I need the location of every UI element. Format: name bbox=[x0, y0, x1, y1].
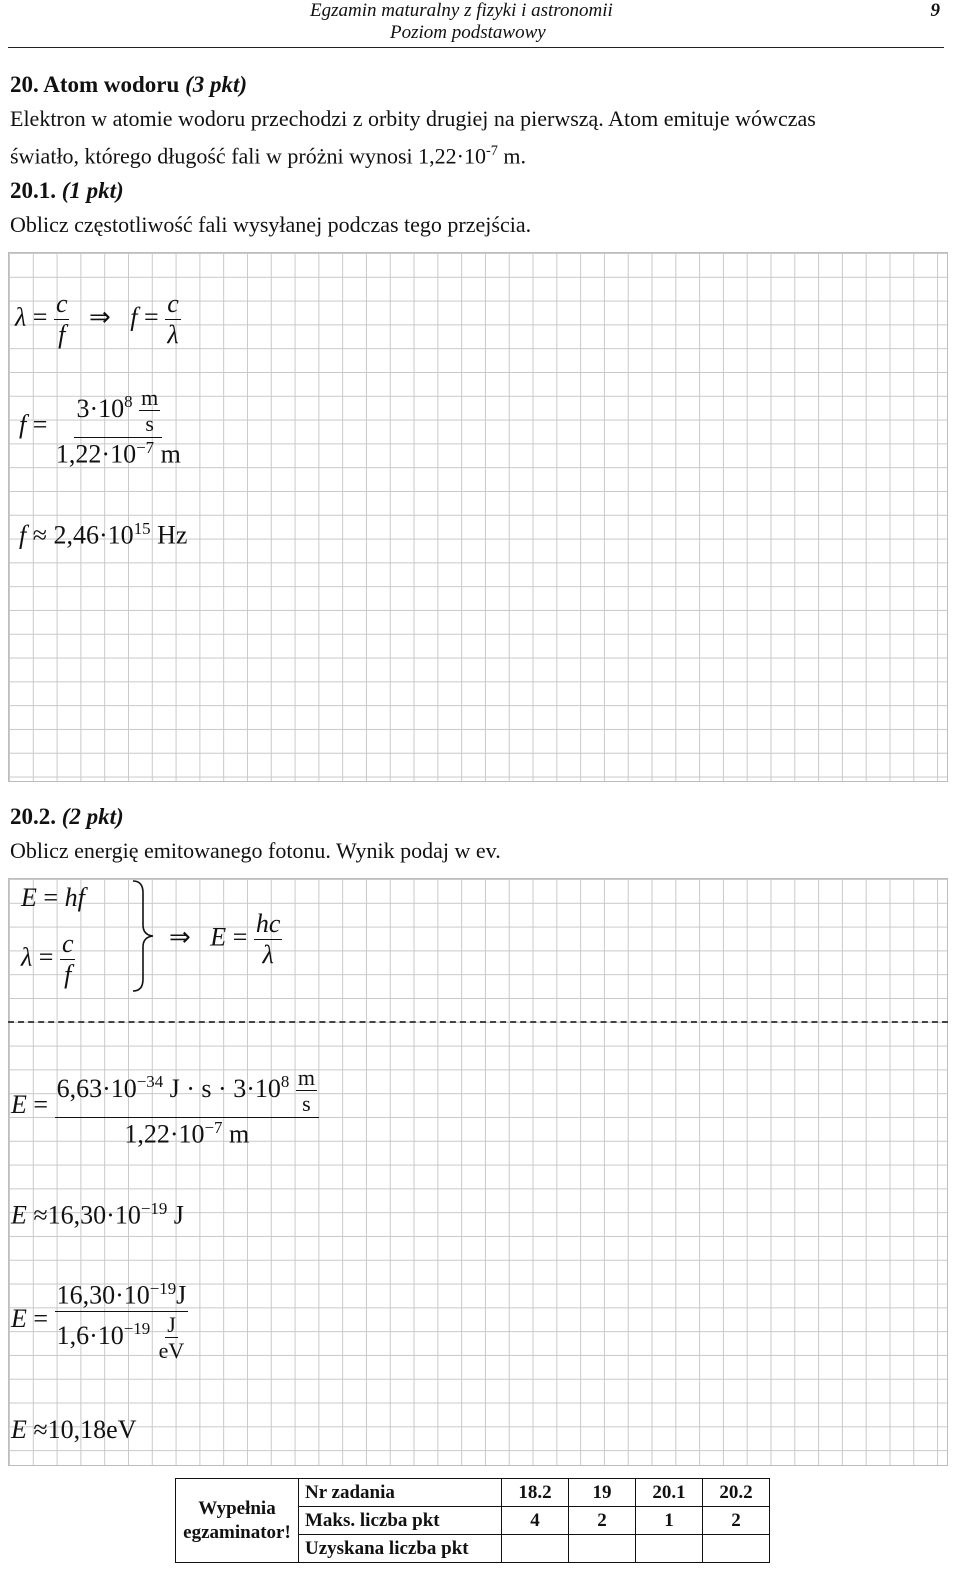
denominator: f bbox=[58, 319, 66, 349]
numerator: c bbox=[61, 929, 74, 958]
exam-level: Poziom podstawowy bbox=[390, 22, 546, 43]
numerator bbox=[74, 385, 162, 438]
f-symbol: f bbox=[19, 520, 27, 550]
dashed-separator bbox=[8, 1021, 948, 1023]
numerator: hc bbox=[255, 909, 281, 938]
sub2-heading bbox=[10, 804, 124, 830]
wavelength-value: 1,22·10 bbox=[55, 439, 137, 469]
task-intro-line2 bbox=[10, 134, 526, 173]
task-heading bbox=[10, 72, 247, 98]
denominator bbox=[55, 1312, 189, 1364]
unit-m-per-s bbox=[139, 385, 160, 437]
examiner-label-line2: egzaminator! bbox=[183, 1521, 291, 1543]
lambda-symbol: λ bbox=[21, 942, 33, 972]
row-label-task: Nr zadania bbox=[299, 1479, 502, 1507]
exponent: −19 bbox=[149, 1279, 177, 1298]
task-cell: 18.2 bbox=[502, 1479, 569, 1507]
E-symbol: E bbox=[21, 883, 37, 912]
implies-arrow: ⇒ bbox=[88, 302, 111, 332]
obtained-cell[interactable] bbox=[569, 1535, 636, 1563]
exponent: 8 bbox=[124, 392, 133, 412]
energy-ev-value: 10,18eV bbox=[47, 1415, 137, 1444]
hf-term: hf bbox=[64, 883, 85, 912]
E-symbol: E bbox=[11, 1415, 27, 1444]
E-symbol: E bbox=[11, 1304, 27, 1334]
obtained-cell[interactable] bbox=[636, 1535, 703, 1563]
sub2-number: 20.2. bbox=[10, 804, 62, 829]
answer-grid-2[interactable] bbox=[8, 878, 948, 1466]
E-symbol: E bbox=[11, 1090, 27, 1120]
examiner-label bbox=[176, 1479, 299, 1563]
numerator: c bbox=[55, 289, 68, 318]
sub1-points: (1 pkt) bbox=[61, 178, 124, 203]
numerator: c bbox=[167, 289, 179, 318]
unit-num: m bbox=[141, 385, 159, 410]
fraction-c-over-f bbox=[54, 289, 70, 350]
unit-num: J bbox=[167, 1311, 176, 1337]
exponent: −19 bbox=[140, 1199, 168, 1218]
right-brace bbox=[129, 879, 159, 993]
sub2-points: (2 pkt) bbox=[61, 804, 124, 829]
score-box bbox=[175, 1478, 770, 1563]
f-symbol: f bbox=[19, 410, 27, 440]
formula-substitution: f = $3\cdot 10^8$ $\frac{m}{s}$ $1,22\cdot 10^{-7}$ m bbox=[19, 385, 181, 469]
examiner-label-line1: Wypełnia bbox=[198, 1497, 276, 1519]
numerator bbox=[55, 1279, 189, 1312]
lambda-symbol: λ bbox=[15, 302, 27, 332]
approx-sign: ≈ bbox=[33, 1200, 48, 1230]
E-symbol: E bbox=[11, 1200, 27, 1230]
task-cell: 20.2 bbox=[703, 1479, 770, 1507]
score-table bbox=[175, 1478, 770, 1563]
max-cell: 1 bbox=[636, 1507, 703, 1535]
denominator: λ bbox=[262, 939, 274, 969]
units-and-speed: J · s · 3·10 bbox=[163, 1073, 281, 1103]
frequency-value: 2,46·10 bbox=[53, 520, 134, 550]
sub2-prompt: Oblicz energię emitowanego fotonu. Wynik podaj w ev. bbox=[10, 838, 501, 863]
task-intro-line1: Elektron w atomie wodoru przechodzi z orbity drugiej na pierwszą. Atom emituje wówczas bbox=[10, 106, 816, 131]
ev-value: 1,6·10 bbox=[56, 1320, 124, 1350]
unit-j-per-ev bbox=[157, 1312, 187, 1364]
formula-result-frequency bbox=[19, 519, 187, 551]
implies-arrow: ⇒ bbox=[169, 922, 191, 952]
planck-value: 6,63·10 bbox=[56, 1073, 137, 1103]
sub1-heading bbox=[10, 178, 124, 204]
row-label-obtained: Uzyskana liczba pkt bbox=[299, 1535, 502, 1563]
max-cell: 2 bbox=[703, 1507, 770, 1535]
formula-energy-joules bbox=[11, 1199, 184, 1231]
exponent: −7 bbox=[204, 1117, 223, 1137]
unit: J bbox=[173, 1200, 184, 1230]
denominator bbox=[122, 1118, 251, 1150]
fraction-c-over-lambda bbox=[165, 289, 181, 350]
unit-num: m bbox=[297, 1065, 315, 1090]
fraction-hc-over-lambda bbox=[254, 909, 283, 970]
approx-sign: ≈ bbox=[32, 520, 48, 550]
speed-value: 3·10 bbox=[76, 393, 125, 423]
formula-energy-hf: E = hf bbox=[21, 883, 85, 912]
max-cell: 4 bbox=[502, 1507, 569, 1535]
formula-energy-ev bbox=[11, 1415, 137, 1445]
sub1-prompt: Oblicz częstotliwość fali wysyłanej podczas tego przejścia. bbox=[10, 212, 532, 237]
exponent: −34 bbox=[136, 1072, 164, 1092]
task-cell: 19 bbox=[569, 1479, 636, 1507]
energy-fraction bbox=[55, 1065, 319, 1149]
intro-text: światło, którego długość fali w próżni wynosi 1,22·10 bbox=[10, 143, 486, 169]
obtained-cell[interactable] bbox=[502, 1535, 569, 1563]
max-cell: 2 bbox=[569, 1507, 636, 1535]
formula-energy-calc: E = $6,63\cdot 10^{-34}$ $J \cdot s \cdot 3\cdot 10^8$ $\frac{m}{s}$ $1,22\cdot 10^{-7}$ m bbox=[11, 1065, 319, 1149]
header-rule bbox=[8, 47, 944, 48]
unit: m bbox=[228, 1119, 250, 1149]
intro-exponent: -7 bbox=[486, 143, 498, 159]
denominator bbox=[54, 438, 183, 470]
formula-energy-conversion: E = $16,30\cdot 10^{-19}J$ $1,6\cdot 10^{-19}$ $\frac{J}{eV}$ bbox=[11, 1279, 188, 1363]
f-symbol: f bbox=[130, 302, 138, 332]
exponent: −19 bbox=[123, 1318, 151, 1338]
task-cell: 20.1 bbox=[636, 1479, 703, 1507]
page-number: 9 bbox=[930, 0, 940, 21]
task-number: 20. Atom wodoru bbox=[10, 72, 186, 97]
formula-energy-hc: ⇒ E = $\frac{hc}{\lambda}$ bbox=[169, 909, 281, 969]
formula-wavelength-2: λ = $\frac{c}{f}$ bbox=[21, 929, 74, 989]
denominator: λ bbox=[167, 319, 179, 349]
fraction-c-over-f bbox=[60, 929, 76, 990]
unit-den: eV bbox=[158, 1337, 185, 1363]
energy-value: 16,30·10 bbox=[47, 1200, 141, 1230]
unit-den: s bbox=[145, 411, 154, 437]
conversion-fraction bbox=[55, 1279, 189, 1363]
sub1-number: 20.1. bbox=[10, 178, 62, 203]
unit: m bbox=[160, 439, 181, 469]
exponent: −7 bbox=[136, 437, 155, 457]
denominator: f bbox=[64, 959, 72, 989]
row-label-max: Maks. liczba pkt bbox=[299, 1507, 502, 1535]
answer-grid-1[interactable] bbox=[8, 252, 948, 782]
obtained-cell[interactable] bbox=[703, 1535, 770, 1563]
approx-sign: ≈ bbox=[33, 1415, 48, 1444]
energy-value: 16,30·10 bbox=[56, 1280, 150, 1310]
exponent: 15 bbox=[133, 519, 151, 538]
exponent: 8 bbox=[280, 1072, 290, 1092]
wavelength-value: 1,22·10 bbox=[124, 1119, 205, 1149]
unit-m-per-s bbox=[296, 1065, 317, 1117]
exam-title: Egzamin maturalny z fizyki i astronomii bbox=[310, 0, 613, 21]
task-points: (3 pkt) bbox=[185, 72, 248, 97]
intro-unit: m. bbox=[497, 143, 527, 169]
unit-den: s bbox=[302, 1091, 311, 1117]
E-symbol: E bbox=[210, 922, 227, 952]
substitution-fraction bbox=[54, 385, 183, 469]
numerator bbox=[55, 1065, 319, 1118]
unit: Hz bbox=[157, 520, 188, 550]
formula-wavelength: λ = $\frac{c}{f}$ ⇒ f = $\frac{c}{\lambda}$ bbox=[15, 289, 179, 349]
unit: J bbox=[176, 1280, 187, 1310]
